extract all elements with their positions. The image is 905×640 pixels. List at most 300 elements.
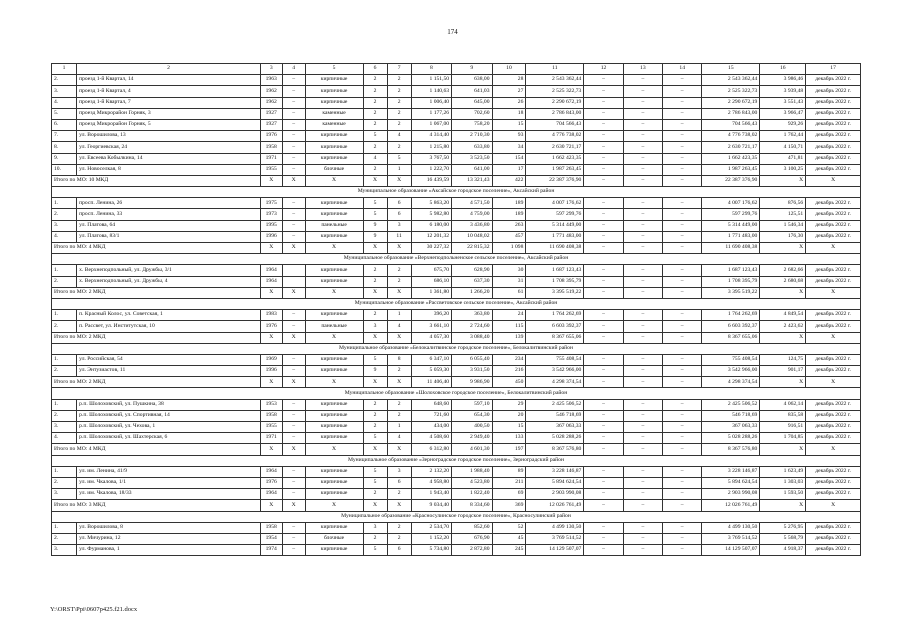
- table-row: [52, 466, 861, 477]
- table-cell: –: [282, 108, 305, 119]
- table-cell: панельные: [305, 220, 363, 231]
- table-cell: декабрь 2022 г.: [806, 209, 861, 220]
- table-cell: 15: [492, 422, 526, 433]
- table-cell: 1 303,03: [760, 477, 806, 488]
- total-cell: X: [363, 500, 387, 511]
- table-cell: 29: [492, 399, 526, 410]
- table-cell: –: [282, 75, 305, 86]
- total-cell: –: [623, 287, 662, 298]
- table-cell: 2.: [52, 276, 77, 287]
- table-cell: 5 894 624,54: [526, 477, 584, 488]
- table-cell: 6.: [52, 119, 77, 130]
- table-cell: 2 903 990,08: [526, 489, 584, 500]
- table-cell: –: [663, 108, 702, 119]
- table-cell: кирпичные: [305, 522, 363, 533]
- table-cell: декабрь 2022 г.: [806, 276, 861, 287]
- table-cell: 89: [492, 466, 526, 477]
- table-cell: блочные: [305, 164, 363, 175]
- table-cell: 1969: [260, 354, 282, 365]
- table-cell: –: [623, 410, 662, 421]
- table-cell: кирпичные: [305, 265, 363, 276]
- total-cell: –: [663, 377, 702, 388]
- total-cell: 8 367 576,80: [702, 444, 760, 455]
- table-cell: 1 662 423,35: [702, 153, 760, 164]
- table-cell: 1955: [260, 164, 282, 175]
- table-cell: 6: [387, 545, 411, 556]
- table-cell: 115: [492, 321, 526, 332]
- table-cell: 2: [387, 265, 411, 276]
- table-cell: кирпичные: [305, 142, 363, 153]
- table-cell: 1 662 423,35: [526, 153, 584, 164]
- table-cell: –: [584, 220, 623, 231]
- total-cell: 12 026 761,49: [702, 500, 760, 511]
- address-cell: п. Рассвет, ул. Институтская, 10: [77, 321, 261, 332]
- table-cell: 876,56: [760, 198, 806, 209]
- total-cell: X: [806, 377, 861, 388]
- table-cell: 457: [492, 231, 526, 242]
- municipality-heading: Муниципальное образование «Белокалитвинское городское поселение», Белокалитвинский район: [52, 343, 861, 354]
- total-cell: –: [623, 243, 662, 254]
- total-cell: 197: [492, 444, 526, 455]
- column-number-cell: 6: [363, 64, 387, 75]
- total-cell: –: [663, 500, 702, 511]
- table-cell: 1927: [260, 119, 282, 130]
- total-cell: X: [305, 332, 363, 343]
- table-cell: 4: [387, 433, 411, 444]
- table-cell: декабрь 2022 г.: [806, 354, 861, 365]
- table-cell: 2: [363, 533, 387, 544]
- table-cell: –: [584, 75, 623, 86]
- total-cell: 4 057,30: [411, 332, 451, 343]
- table-cell: –: [623, 75, 662, 86]
- table-cell: 2 534,70: [411, 522, 451, 533]
- total-cell: X: [260, 287, 282, 298]
- table-cell: кирпичные: [305, 433, 363, 444]
- total-cell: 4 298 374,54: [702, 377, 760, 388]
- address-cell: ул. Мичурина, 12: [77, 533, 261, 544]
- table-cell: –: [584, 477, 623, 488]
- table-cell: 4 007 176,62: [702, 198, 760, 209]
- table-cell: –: [584, 97, 623, 108]
- table-cell: 11: [387, 231, 411, 242]
- table-cell: 93: [492, 131, 526, 142]
- table-cell: –: [584, 131, 623, 142]
- table-cell: кирпичные: [305, 310, 363, 321]
- table-row: [52, 276, 861, 287]
- table-cell: 641,03: [452, 86, 492, 97]
- table-cell: –: [623, 131, 662, 142]
- table-cell: 124,75: [760, 354, 806, 365]
- table-cell: 3 228 146,87: [702, 466, 760, 477]
- table-cell: –: [663, 422, 702, 433]
- table-cell: 2: [387, 119, 411, 130]
- total-cell: X: [760, 287, 806, 298]
- table-cell: декабрь 2022 г.: [806, 433, 861, 444]
- table-cell: 6 603 392,37: [526, 321, 584, 332]
- table-cell: 1971: [260, 153, 282, 164]
- table-cell: кирпичные: [305, 97, 363, 108]
- table-cell: 1973: [260, 209, 282, 220]
- column-number-cell: 17: [806, 64, 861, 75]
- table-cell: 1953: [260, 399, 282, 410]
- total-cell: X: [260, 500, 282, 511]
- table-cell: 2: [387, 97, 411, 108]
- table-cell: 4.: [52, 231, 77, 242]
- total-label: Итого по МО: 2 МКД: [52, 377, 261, 388]
- table-cell: 597,10: [452, 399, 492, 410]
- table-cell: 1: [387, 310, 411, 321]
- table-cell: 5: [363, 209, 387, 220]
- address-cell: ул. им. Ленина, 41/9: [77, 466, 261, 477]
- table-cell: каменные: [305, 108, 363, 119]
- table-row: [52, 86, 861, 97]
- table-cell: 702,60: [452, 108, 492, 119]
- table-cell: 24: [492, 310, 526, 321]
- total-cell: 3 395 519,22: [702, 287, 760, 298]
- table-cell: 1976: [260, 321, 282, 332]
- table-cell: кирпичные: [305, 410, 363, 421]
- column-number-cell: 3: [260, 64, 282, 75]
- table-cell: кирпичные: [305, 489, 363, 500]
- table-cell: 4 759,00: [452, 209, 492, 220]
- table-cell: [282, 276, 305, 287]
- table-cell: 721,60: [411, 410, 451, 421]
- total-cell: X: [806, 332, 861, 343]
- table-cell: кирпичные: [305, 75, 363, 86]
- table-cell: 3 100,25: [760, 164, 806, 175]
- table-cell: 216: [492, 366, 526, 377]
- table-cell: декабрь 2022 г.: [806, 399, 861, 410]
- table-cell: –: [584, 142, 623, 153]
- table-cell: 28: [492, 75, 526, 86]
- table-cell: 5: [363, 354, 387, 365]
- table-cell: 6: [387, 198, 411, 209]
- total-label: Итого по МО: 2 МКД: [52, 332, 261, 343]
- table-cell: 3 228 146,87: [526, 466, 584, 477]
- total-cell: –: [663, 243, 702, 254]
- table-cell: –: [282, 399, 305, 410]
- table-cell: 4 508,60: [411, 433, 451, 444]
- table-cell: 6 180,00: [411, 220, 451, 231]
- table-cell: –: [663, 489, 702, 500]
- table-cell: 4.: [52, 97, 77, 108]
- table-cell: 1974: [260, 545, 282, 556]
- table-cell: –: [584, 399, 623, 410]
- table-cell: 1: [387, 164, 411, 175]
- address-cell: р.п. Шолоховский, ул. Спортивная, 14: [77, 410, 261, 421]
- table-cell: 1 704,85: [760, 433, 806, 444]
- table-cell: 1 822,40: [452, 489, 492, 500]
- table-cell: 4 499 130,50: [702, 522, 760, 533]
- table-cell: декабрь 2022 г.: [806, 321, 861, 332]
- table-cell: 2 543 362,44: [702, 75, 760, 86]
- table-cell: 1995: [260, 220, 282, 231]
- table-cell: 1.: [52, 399, 77, 410]
- table-cell: 3.: [52, 220, 77, 231]
- table-cell: 597 299,76: [702, 209, 760, 220]
- total-cell: X: [282, 287, 305, 298]
- table-cell: 641,00: [452, 164, 492, 175]
- table-cell: 1 764 262,69: [526, 310, 584, 321]
- table-cell: 645,00: [452, 97, 492, 108]
- table-cell: –: [282, 410, 305, 421]
- table-cell: –: [584, 231, 623, 242]
- table-cell: –: [663, 477, 702, 488]
- table-cell: 12 201,32: [411, 231, 451, 242]
- table-cell: 6 347,10: [411, 354, 451, 365]
- municipality-heading: Муниципальное образование «Аксайское городское поселение», Аксайский район: [52, 187, 861, 198]
- table-row: [52, 265, 861, 276]
- table-cell: кирпичные: [305, 276, 363, 287]
- table-cell: блочные: [305, 533, 363, 544]
- table-cell: 929,26: [760, 119, 806, 130]
- table-cell: 1 771 483,00: [526, 231, 584, 242]
- table-cell: кирпичные: [305, 153, 363, 164]
- table-body: [52, 64, 861, 556]
- table-cell: 9: [363, 231, 387, 242]
- table-cell: 5 276,95: [760, 522, 806, 533]
- total-cell: X: [282, 444, 305, 455]
- total-cell: X: [282, 243, 305, 254]
- total-cell: 3 088,40: [452, 332, 492, 343]
- table-cell: –: [282, 119, 305, 130]
- address-cell: ул. Новоселкая, 8: [77, 164, 261, 175]
- table-cell: –: [623, 522, 662, 533]
- table-cell: 1 546,34: [760, 220, 806, 231]
- table-cell: 758,20: [452, 119, 492, 130]
- table-cell: 2: [363, 489, 387, 500]
- table-cell: –: [584, 489, 623, 500]
- table-cell: 69: [492, 489, 526, 500]
- table-cell: –: [282, 321, 305, 332]
- table-cell: кирпичные: [305, 231, 363, 242]
- table-cell: 1964: [260, 265, 282, 276]
- table-cell: 363,80: [452, 310, 492, 321]
- table-cell: 31: [492, 276, 526, 287]
- table-cell: 5 982,80: [411, 209, 451, 220]
- table-cell: 2: [363, 142, 387, 153]
- table-cell: 5: [363, 131, 387, 142]
- table-cell: 125,51: [760, 209, 806, 220]
- table-cell: 2 710,30: [452, 131, 492, 142]
- municipality-heading-row: [52, 511, 861, 522]
- municipality-heading: Муниципальное образование «Верхнеподпольненское сельское поселение», Аксайский район: [52, 254, 861, 265]
- table-cell: кирпичные: [305, 545, 363, 556]
- total-cell: X: [282, 500, 305, 511]
- municipality-total-row: [52, 377, 861, 388]
- table-cell: –: [584, 422, 623, 433]
- table-cell: –: [584, 354, 623, 365]
- total-cell: 1 361,80: [411, 287, 451, 298]
- table-cell: –: [663, 153, 702, 164]
- table-cell: 3: [363, 321, 387, 332]
- total-cell: –: [663, 444, 702, 455]
- table-cell: кирпичные: [305, 366, 363, 377]
- table-cell: 30: [492, 265, 526, 276]
- table-cell: –: [282, 545, 305, 556]
- address-cell: р.п. Шолоховский, ул. Пушкина, 38: [77, 399, 261, 410]
- table-cell: 367 063,33: [702, 422, 760, 433]
- table-cell: 2: [363, 164, 387, 175]
- table-row: [52, 433, 861, 444]
- table-cell: 1962: [260, 86, 282, 97]
- total-cell: X: [806, 287, 861, 298]
- total-cell: X: [282, 332, 305, 343]
- total-cell: X: [305, 243, 363, 254]
- table-cell: –: [584, 310, 623, 321]
- table-cell: –: [584, 276, 623, 287]
- total-cell: 30 227,32: [411, 243, 451, 254]
- table-cell: 1963: [260, 75, 282, 86]
- municipality-heading-row: [52, 455, 861, 466]
- column-number-row: [52, 64, 861, 75]
- table-cell: 27: [492, 86, 526, 97]
- table-cell: 5: [363, 198, 387, 209]
- total-cell: –: [584, 377, 623, 388]
- table-cell: 4 314,40: [411, 131, 451, 142]
- municipality-heading: Муниципальное образование «Зерноградское городское поселение», Зерноградский район: [52, 455, 861, 466]
- table-cell: 1 177,26: [411, 108, 451, 119]
- table-cell: 9: [363, 366, 387, 377]
- table-cell: 901,17: [760, 366, 806, 377]
- table-cell: 2 786 843,00: [702, 108, 760, 119]
- footer-file-path: Y:\ORST\Ppi\0607p425.f21.docx: [50, 606, 138, 613]
- address-cell: ул. Евсеева Кобылкина, 14: [77, 153, 261, 164]
- address-cell: ул. Георгиевская, 24: [77, 142, 261, 153]
- table-cell: –: [584, 265, 623, 276]
- table-cell: –: [623, 545, 662, 556]
- table-cell: 7.: [52, 131, 77, 142]
- table-cell: 4 499 130,50: [526, 522, 584, 533]
- table-cell: 1976: [260, 131, 282, 142]
- total-cell: 11 406,40: [411, 377, 451, 388]
- table-cell: 5: [363, 477, 387, 488]
- total-cell: X: [363, 287, 387, 298]
- table-cell: –: [663, 265, 702, 276]
- table-cell: 2: [387, 399, 411, 410]
- table-cell: –: [623, 276, 662, 287]
- table-cell: 1.: [52, 310, 77, 321]
- table-cell: –: [282, 533, 305, 544]
- table-cell: 637,30: [452, 276, 492, 287]
- address-cell: ул. Ворошилова, 13: [77, 131, 261, 142]
- table-cell: –: [282, 310, 305, 321]
- total-cell: 1 098: [492, 243, 526, 254]
- total-cell: –: [663, 175, 702, 186]
- table-cell: –: [584, 522, 623, 533]
- table-cell: 5: [363, 545, 387, 556]
- table-cell: –: [282, 489, 305, 500]
- table-cell: 367 063,33: [526, 422, 584, 433]
- table-row: [52, 354, 861, 365]
- table-cell: декабрь 2022 г.: [806, 75, 861, 86]
- table-cell: 3 436,80: [452, 220, 492, 231]
- table-row: [52, 310, 861, 321]
- table-cell: 1 152,20: [411, 533, 451, 544]
- table-row: [52, 477, 861, 488]
- table-cell: 3.: [52, 545, 77, 556]
- table-cell: декабрь 2022 г.: [806, 131, 861, 142]
- table-cell: 1 988,40: [452, 466, 492, 477]
- table-cell: –: [584, 533, 623, 544]
- municipality-heading: Муниципальное образование «Шолоховское городское поселение», Белокалитвинский район: [52, 388, 861, 399]
- table-cell: 133: [492, 433, 526, 444]
- total-cell: 422: [492, 175, 526, 186]
- total-cell: X: [260, 444, 282, 455]
- table-cell: 2: [363, 410, 387, 421]
- table-cell: 2 543 362,44: [526, 75, 584, 86]
- table-row: [52, 422, 861, 433]
- table-cell: 3 551,43: [760, 97, 806, 108]
- table-cell: 633,80: [452, 142, 492, 153]
- table-cell: 638,00: [452, 75, 492, 86]
- total-cell: X: [282, 377, 305, 388]
- address-cell: проезд 1-й Квартал, 14: [77, 75, 261, 86]
- table-cell: –: [623, 366, 662, 377]
- total-cell: 9 986,90: [452, 377, 492, 388]
- table-cell: 4: [363, 153, 387, 164]
- total-cell: 9 034,40: [411, 500, 451, 511]
- total-label: Итого по МО: 4 МКД: [52, 243, 261, 254]
- total-cell: –: [623, 377, 662, 388]
- address-cell: просп. Ленина, 26: [77, 198, 261, 209]
- total-cell: X: [760, 332, 806, 343]
- table-cell: 2: [387, 410, 411, 421]
- table-cell: 1971: [260, 433, 282, 444]
- table-cell: 17: [492, 164, 526, 175]
- table-cell: 3.: [52, 489, 77, 500]
- table-cell: 5 314 449,00: [526, 220, 584, 231]
- table-cell: –: [584, 153, 623, 164]
- table-cell: –: [663, 86, 702, 97]
- table-cell: декабрь 2022 г.: [806, 265, 861, 276]
- table-cell: 704 566,43: [526, 119, 584, 130]
- total-cell: X: [363, 444, 387, 455]
- table-cell: кирпичные: [305, 131, 363, 142]
- table-cell: 2: [363, 265, 387, 276]
- table-cell: каменные: [305, 119, 363, 130]
- table-cell: 4 958,80: [411, 477, 451, 488]
- table-cell: –: [663, 75, 702, 86]
- municipality-heading-row: [52, 254, 861, 265]
- total-cell: 22 387 376,90: [702, 175, 760, 186]
- total-cell: X: [305, 500, 363, 511]
- total-cell: –: [623, 332, 662, 343]
- table-cell: 686,10: [411, 276, 451, 287]
- table-cell: декабрь 2022 г.: [806, 164, 861, 175]
- table-cell: декабрь 2022 г.: [806, 545, 861, 556]
- total-cell: X: [387, 444, 411, 455]
- table-cell: 4 571,50: [452, 198, 492, 209]
- table-cell: 2.: [52, 366, 77, 377]
- table-cell: декабрь 2022 г.: [806, 310, 861, 321]
- table-cell: 9.: [52, 153, 77, 164]
- table-cell: –: [623, 477, 662, 488]
- table-cell: 6 603 392,37: [702, 321, 760, 332]
- column-number-cell: 12: [584, 64, 623, 75]
- table-cell: 5 059,30: [411, 366, 451, 377]
- table-cell: –: [584, 410, 623, 421]
- table-cell: –: [623, 489, 662, 500]
- address-cell: ул. Платова, 64: [77, 220, 261, 231]
- table-cell: декабрь 2022 г.: [806, 489, 861, 500]
- table-cell: –: [282, 466, 305, 477]
- table-cell: 5.: [52, 108, 77, 119]
- table-cell: –: [282, 209, 305, 220]
- table-row: [52, 142, 861, 153]
- total-cell: X: [387, 500, 411, 511]
- table-cell: декабрь 2022 г.: [806, 522, 861, 533]
